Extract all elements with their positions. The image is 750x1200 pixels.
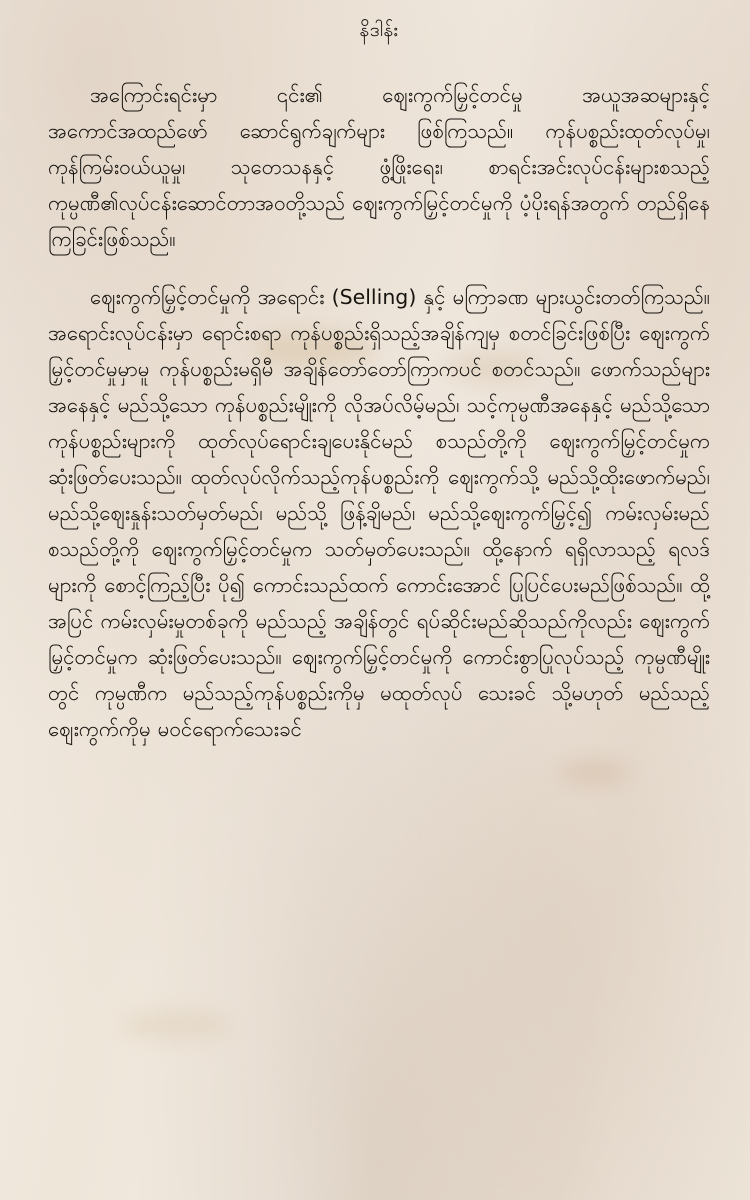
page-title: နိဒါန်း bbox=[359, 19, 399, 41]
paper-stain bbox=[120, 1010, 230, 1040]
paragraph: ဈေးကွက်မြှင့်တင်မှုကို အရောင်း (Selling) နှင့် မကြာခဏ များယွင်းတတ်ကြသည်။ အရောင်းလုပ်ငန်းမှာ ရောင်းစရာ ကုန်ပစ္စည်းရှိသည့်အချိန်ကျမှ စတင်ခြင်းဖြစ်ပြီး ဈေးကွက်မြှင့်တင်မှုမှာမူ ကုန်ပစ္စည်းမရှိမီ အချိန်တော်တော်ကြာကပင် စတင်သည်။ ဖောက်သည်များအနေနှင့် မည်သို့သော ကုန်ပစ္စည်းမျိုးကို လိုအပ်လိမ့်မည်၊ သင့်ကုမ္ပဏီအနေနှင့် မည်သို့သော ကုန်ပစ္စည်းများကို ထုတ်လုပ်ရောင်းချပေးနိုင်မည် စသည်တို့ကို ဈေးကွက်မြှင့်တင်မှုက ဆုံးဖြတ်ပေးသည်။ ထုတ်လုပ်လိုက်သည့်ကုန်ပစ္စည်းကို ဈေးကွက်သို့ မည်သို့ထိုးဖောက်မည်၊ မည်သို့ဈေးနှုန်းသတ်မှတ်မည်၊ မည်သို့ ဖြန့်ချိမည်၊ မည်သို့ဈေးကွက်မြှင့်၍ ကမ်းလှမ်းမည် စသည်တို့ကို ဈေးကွက်မြှင့်တင်မှုက သတ်မှတ်ပေးသည်။ ထို့နောက် ရရှိလာသည့် ရလဒ်များကို စောင့်ကြည့်ပြီး ပို၍ ကောင်းသည်ထက် ကောင်းအောင် ပြုပြင်ပေးမည်ဖြစ်သည်။ ထို့အပြင် ကမ်းလှမ်းမှုတစ်ခုကို မည်သည့် အချိန်တွင် ရပ်ဆိုင်းမည်ဆိုသည်ကိုလည်း ဈေးကွက်မြှင့်တင်မှုက ဆုံးဖြတ်ပေးသည်။ ဈေးကွက်မြှင့်တင်မှုကို ကောင်းစွာပြုလုပ်သည့် ကုမ္ပဏီမျိုးတွင် ကုမ္ပဏီက မည်သည့်ကုန်ပစ္စည်းကိုမှ မထုတ်လုပ် သေးခင် သို့မဟုတ် မည်သည့်ဈေးကွက်ကိုမှ မဝင်ရောက်သေးခင် bbox=[48, 284, 710, 741]
body-text bbox=[48, 77, 710, 747]
paper-stain bbox=[560, 760, 630, 786]
paragraph: အကြောင်းရင်းမှာ ၎င်း၏ ဈေးကွက်မြှင့်တင်မှု အယူအဆများနှင့် အကောင်အထည်ဖော် ဆောင်ရွက်ချက်များ ဖြစ်ကြသည်။ ကုန်ပစ္စည်းထုတ်လုပ်မှု၊ ကုန်ကြမ်းဝယ်ယူမှု၊ သုတေသနနှင့် ဖွံ့ဖြိုးရေး၊ စာရင်းအင်းလုပ်ငန်းများစသည့် ကုမ္ပဏီ၏လုပ်ငန်းဆောင်တာအဝတို့သည် ဈေးကွက်မြှင့်တင်မှုကို ပံ့ပိုးရန်အတွက် တည်ရှိနေကြခြင်းဖြစ်သည်။ bbox=[48, 82, 710, 251]
